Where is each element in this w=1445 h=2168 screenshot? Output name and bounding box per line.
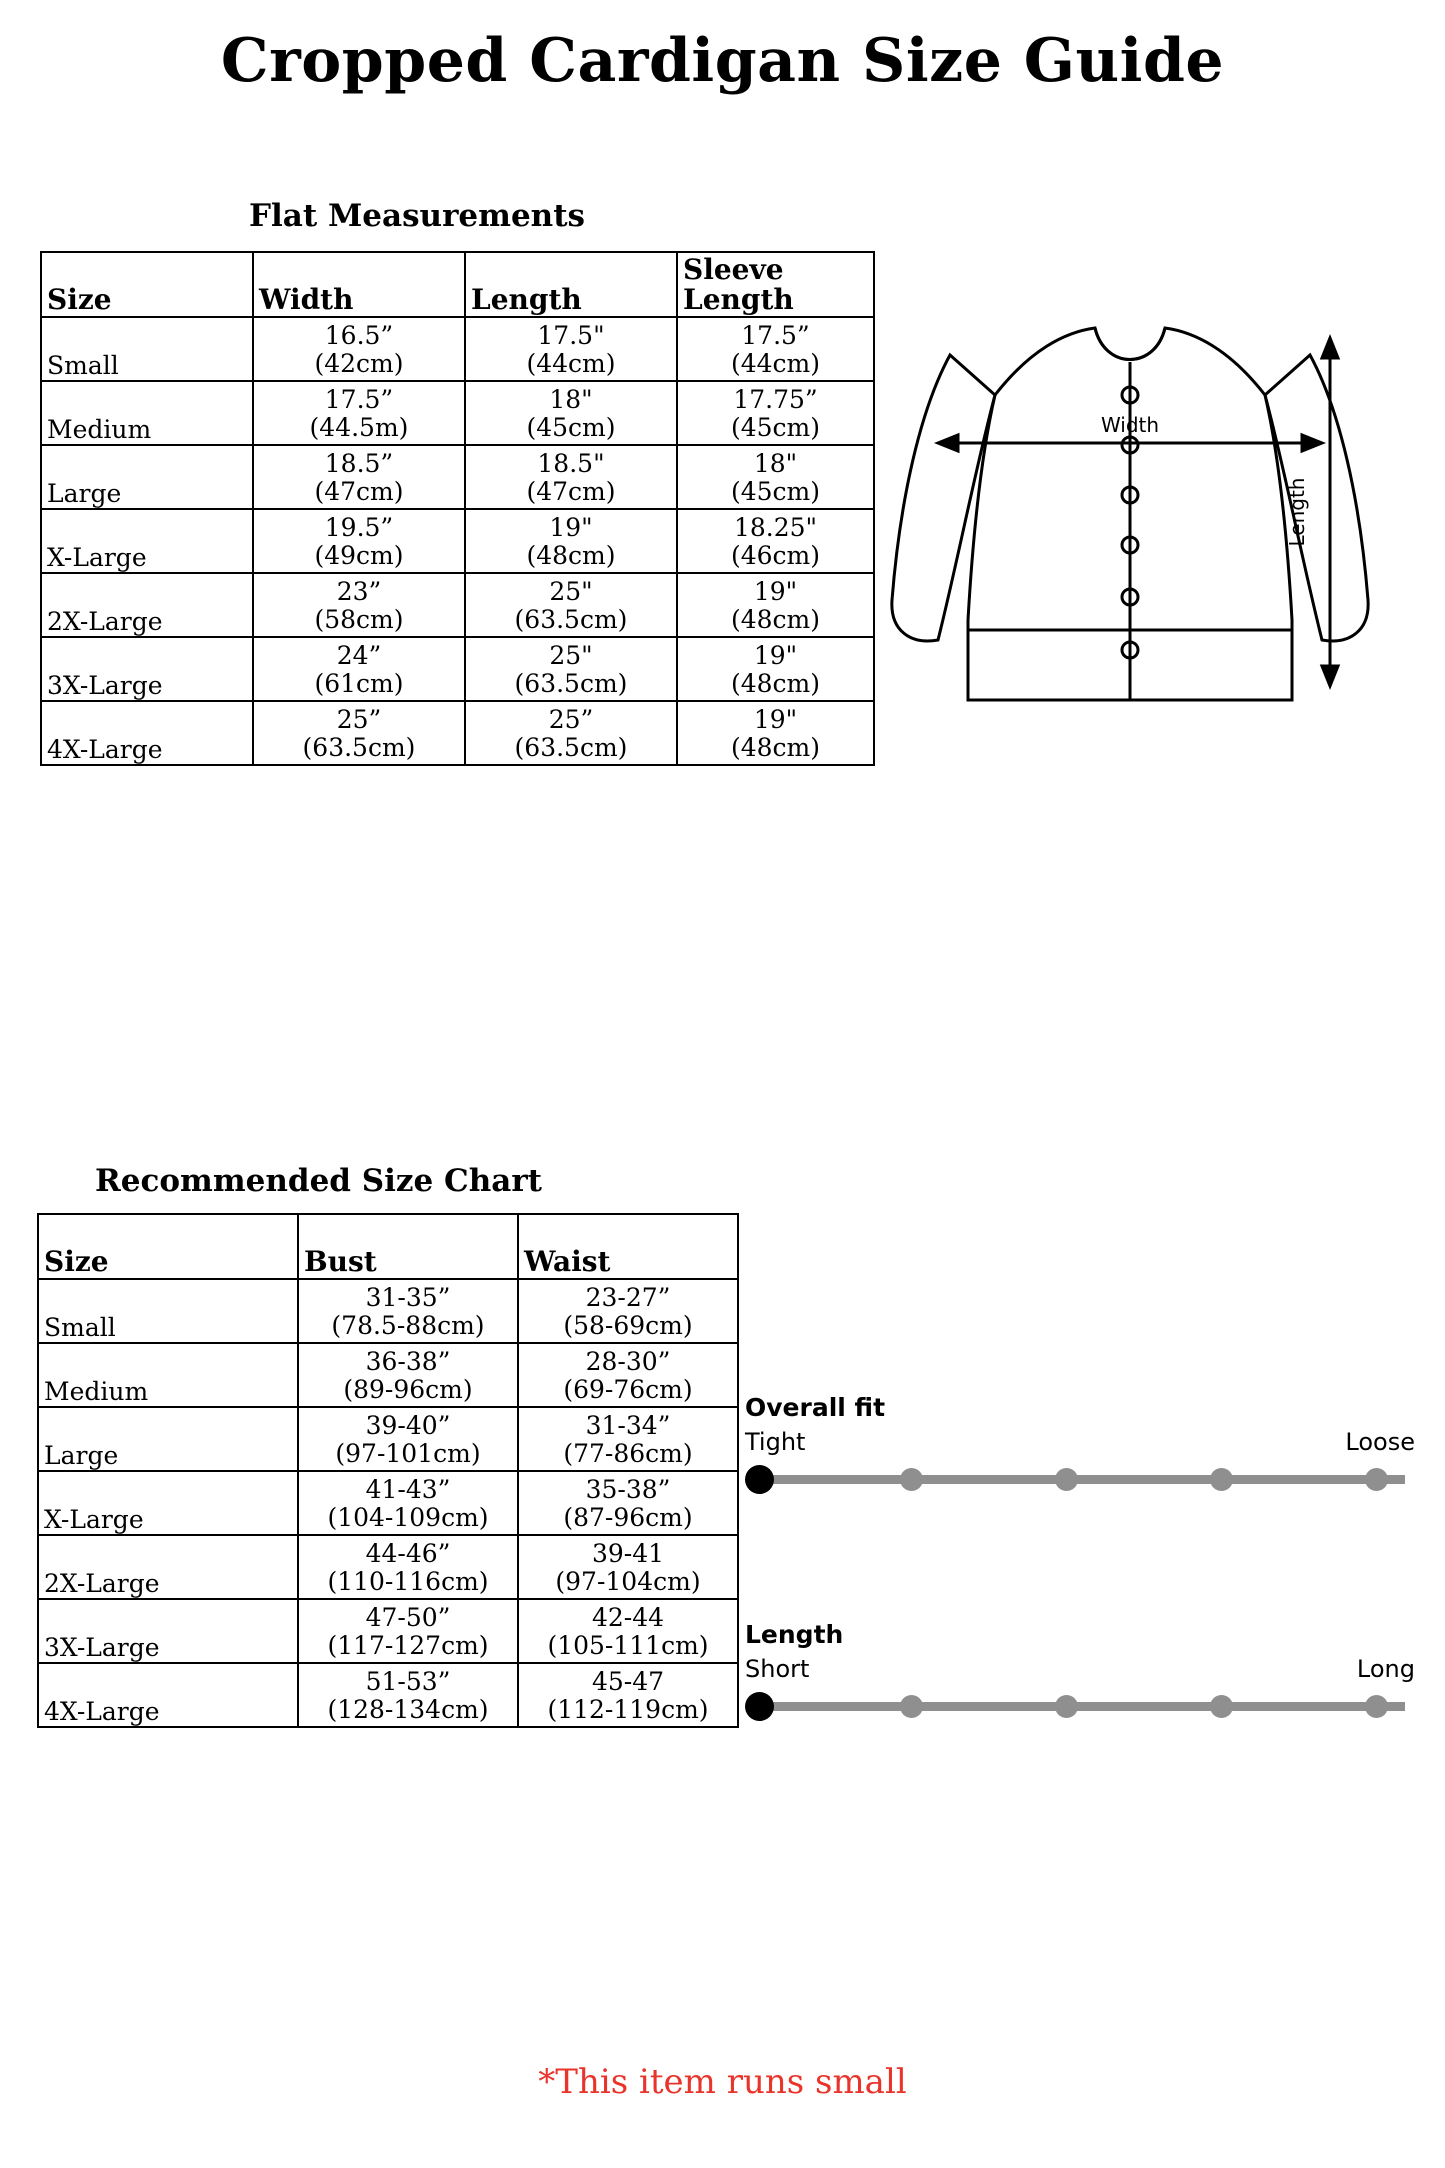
cell-sleeve <box>677 573 874 637</box>
neckline <box>1095 328 1165 360</box>
cell-length <box>465 317 677 381</box>
table-row <box>41 637 874 701</box>
table-header-row <box>41 252 874 317</box>
column-header-width: Width <box>253 252 465 317</box>
cell-width-in: 18.5” <box>324 449 394 478</box>
cell-sleeve-in: 19" <box>753 705 798 734</box>
cell-bust <box>298 1471 518 1535</box>
table-row <box>41 445 874 509</box>
cell-size: X-Large <box>41 509 253 573</box>
cell-sleeve <box>677 445 874 509</box>
length-slider-left-label: Short <box>745 1655 810 1683</box>
cell-sleeve <box>677 317 874 381</box>
cell-length-cm: (48cm) <box>526 541 616 570</box>
length-arrow <box>1322 338 1338 686</box>
length-slider-track-line <box>755 1702 1405 1711</box>
cell-width-cm: (49cm) <box>314 541 404 570</box>
cell-waist-cm: (105-111cm) <box>547 1631 709 1660</box>
cell-sleeve-cm: (46cm) <box>730 541 821 570</box>
cell-waist-in: 31-34” <box>585 1411 671 1440</box>
cell-waist-in: 23-27” <box>585 1283 671 1312</box>
column-header-length: Length <box>465 252 677 317</box>
cell-width <box>253 381 465 445</box>
cell-waist <box>518 1279 738 1343</box>
column-header-sleeve-length: Sleeve Length <box>677 252 874 317</box>
cell-length <box>465 637 677 701</box>
table-row <box>41 701 874 765</box>
cell-sleeve-in: 18" <box>753 449 798 478</box>
cell-width-cm: (63.5cm) <box>302 733 416 762</box>
cell-bust <box>298 1535 518 1599</box>
page-title: Cropped Cardigan Size Guide <box>220 26 1225 96</box>
flat-measurements-heading: Flat Measurements <box>249 198 585 234</box>
table-row <box>38 1343 738 1407</box>
cell-width-in: 25” <box>336 705 382 734</box>
cell-size: Small <box>38 1279 298 1343</box>
cell-sleeve-cm: (48cm) <box>730 733 821 762</box>
cell-sleeve <box>677 381 874 445</box>
cell-sleeve <box>677 701 874 765</box>
cell-sleeve-cm: (48cm) <box>730 605 821 634</box>
cell-size: Small <box>41 317 253 381</box>
cell-size: 3X-Large <box>38 1599 298 1663</box>
cell-width-in: 23” <box>336 577 382 606</box>
length-slider-block <box>745 1620 1415 1723</box>
cell-width-in: 16.5” <box>324 321 394 350</box>
cell-width-in: 24” <box>336 641 382 670</box>
cell-width-cm: (58cm) <box>314 605 404 634</box>
length-slider-dot-4[interactable] <box>1210 1695 1233 1718</box>
cell-bust-cm: (117-127cm) <box>327 1631 489 1660</box>
flat-measurements-table <box>40 251 875 766</box>
cell-size: 3X-Large <box>41 637 253 701</box>
cell-length-in: 25” <box>548 705 594 734</box>
cell-length-cm: (63.5cm) <box>514 669 628 698</box>
overall-fit-track-line <box>755 1475 1405 1484</box>
cell-waist-cm: (77-86cm) <box>563 1439 693 1468</box>
cardigan-diagram <box>880 300 1380 810</box>
cell-length-in: 19" <box>549 513 593 542</box>
cell-width <box>253 445 465 509</box>
overall-fit-dot-4[interactable] <box>1210 1468 1233 1491</box>
cell-length-cm: (44cm) <box>526 349 616 378</box>
cell-size: 2X-Large <box>41 573 253 637</box>
cell-bust-cm: (104-109cm) <box>327 1503 489 1532</box>
cell-sleeve-cm: (44cm) <box>730 349 821 378</box>
cell-size: Medium <box>41 381 253 445</box>
overall-fit-right-label: Loose <box>1345 1428 1415 1456</box>
cell-size: 4X-Large <box>41 701 253 765</box>
cell-width <box>253 317 465 381</box>
column-header-waist: Waist <box>518 1214 738 1279</box>
table-row <box>41 573 874 637</box>
cell-bust-cm: (78.5-88cm) <box>331 1311 485 1340</box>
cell-size: Large <box>41 445 253 509</box>
overall-fit-dot-2[interactable] <box>900 1468 923 1491</box>
cell-waist-cm: (112-119cm) <box>547 1695 709 1724</box>
cell-sleeve <box>677 509 874 573</box>
footnote-runs-small: *This item runs small <box>538 2062 907 2102</box>
cell-width-cm: (44.5m) <box>309 413 409 442</box>
table-row <box>41 509 874 573</box>
cell-length <box>465 445 677 509</box>
cell-bust-in: 47-50” <box>365 1603 451 1632</box>
cell-sleeve-cm: (48cm) <box>730 669 821 698</box>
cell-sleeve-in: 19" <box>753 641 798 670</box>
cell-waist-cm: (58-69cm) <box>563 1311 693 1340</box>
cell-width-cm: (47cm) <box>314 477 404 506</box>
overall-fit-left-label: Tight <box>745 1428 806 1456</box>
cell-width <box>253 637 465 701</box>
cell-sleeve-in: 17.75” <box>733 385 818 414</box>
length-label: Length <box>1285 477 1309 547</box>
cell-bust <box>298 1279 518 1343</box>
overall-fit-title: Overall fit <box>745 1393 886 1422</box>
cell-bust-cm: (97-101cm) <box>335 1439 481 1468</box>
length-slider-dot-2[interactable] <box>900 1695 923 1718</box>
cell-sleeve <box>677 637 874 701</box>
cell-width <box>253 573 465 637</box>
cell-length-cm: (45cm) <box>526 413 616 442</box>
cell-waist-cm: (97-104cm) <box>555 1567 701 1596</box>
cell-width <box>253 701 465 765</box>
cell-waist <box>518 1599 738 1663</box>
length-slider-endpoints <box>745 1655 1415 1685</box>
overall-fit-track[interactable] <box>745 1462 1415 1496</box>
cell-sleeve-cm: (45cm) <box>730 413 821 442</box>
table-row <box>38 1599 738 1663</box>
cell-bust-cm: (128-134cm) <box>327 1695 489 1724</box>
column-header-size: Size <box>41 252 253 317</box>
cell-waist-in: 35-38” <box>585 1475 671 1504</box>
recommended-size-table <box>37 1213 739 1728</box>
cell-sleeve-cm: (45cm) <box>730 477 821 506</box>
cell-waist <box>518 1407 738 1471</box>
overall-fit-endpoints <box>745 1428 1415 1458</box>
cell-length-in: 25" <box>549 577 593 606</box>
cell-width-in: 19.5” <box>324 513 394 542</box>
length-slider-track[interactable] <box>745 1689 1415 1723</box>
overall-fit-slider-block <box>745 1393 1415 1496</box>
cell-length-in: 18" <box>549 385 593 414</box>
cell-bust <box>298 1599 518 1663</box>
length-slider-dot-1[interactable] <box>745 1692 774 1721</box>
cell-bust <box>298 1407 518 1471</box>
column-header-size: Size <box>38 1214 298 1279</box>
column-header-bust: Bust <box>298 1214 518 1279</box>
cell-size: Medium <box>38 1343 298 1407</box>
cell-waist-in: 45-47 <box>591 1667 665 1696</box>
overall-fit-dot-5[interactable] <box>1365 1468 1388 1491</box>
cell-width <box>253 509 465 573</box>
cell-sleeve-in: 17.5” <box>741 321 810 350</box>
cell-length-cm: (47cm) <box>526 477 616 506</box>
cell-length-in: 18.5" <box>537 449 605 478</box>
length-slider-title: Length <box>745 1620 844 1649</box>
cell-length <box>465 509 677 573</box>
width-label: Width <box>1100 413 1160 437</box>
cell-length <box>465 701 677 765</box>
cell-waist-in: 42-44 <box>591 1603 665 1632</box>
cell-length-in: 25" <box>549 641 593 670</box>
cell-length-cm: (63.5cm) <box>514 733 628 762</box>
cell-size: 4X-Large <box>38 1663 298 1727</box>
table-header-row <box>38 1214 738 1279</box>
cell-width-cm: (61cm) <box>314 669 404 698</box>
cell-waist <box>518 1663 738 1727</box>
table-row <box>38 1663 738 1727</box>
cell-waist-in: 39-41 <box>591 1539 665 1568</box>
cell-length-cm: (63.5cm) <box>514 605 628 634</box>
cell-length <box>465 573 677 637</box>
overall-fit-dot-1[interactable] <box>745 1465 774 1494</box>
cell-length-in: 17.5" <box>537 321 605 350</box>
cell-size: X-Large <box>38 1471 298 1535</box>
recommended-size-chart-heading: Recommended Size Chart <box>95 1163 543 1199</box>
cell-bust-in: 44-46” <box>365 1539 451 1568</box>
cell-bust <box>298 1663 518 1727</box>
table-row <box>38 1407 738 1471</box>
cell-bust-in: 39-40” <box>365 1411 451 1440</box>
cell-size: 2X-Large <box>38 1535 298 1599</box>
cell-width-cm: (42cm) <box>314 349 404 378</box>
cell-sleeve-in: 19" <box>753 577 798 606</box>
cell-waist-cm: (87-96cm) <box>563 1503 693 1532</box>
cell-length <box>465 381 677 445</box>
table-row <box>41 317 874 381</box>
length-slider-dot-3[interactable] <box>1055 1695 1078 1718</box>
table-row <box>41 381 874 445</box>
cell-waist-cm: (69-76cm) <box>563 1375 693 1404</box>
cell-bust-in: 36-38” <box>365 1347 451 1376</box>
table-row <box>38 1279 738 1343</box>
length-slider-right-label: Long <box>1356 1655 1415 1683</box>
cell-width-in: 17.5” <box>324 385 394 414</box>
cell-size: Large <box>38 1407 298 1471</box>
cell-waist <box>518 1471 738 1535</box>
table-row <box>38 1471 738 1535</box>
length-slider-dot-5[interactable] <box>1365 1695 1388 1718</box>
cell-waist-in: 28-30” <box>585 1347 671 1376</box>
cell-bust-in: 31-35” <box>365 1283 451 1312</box>
cell-waist <box>518 1343 738 1407</box>
cell-waist <box>518 1535 738 1599</box>
cell-sleeve-in: 18.25" <box>733 513 818 542</box>
cell-bust-cm: (89-96cm) <box>343 1375 473 1404</box>
cell-bust-cm: (110-116cm) <box>327 1567 489 1596</box>
cell-bust <box>298 1343 518 1407</box>
overall-fit-dot-3[interactable] <box>1055 1468 1078 1491</box>
cell-bust-in: 51-53” <box>365 1667 451 1696</box>
cell-bust-in: 41-43” <box>365 1475 451 1504</box>
table-row <box>38 1535 738 1599</box>
